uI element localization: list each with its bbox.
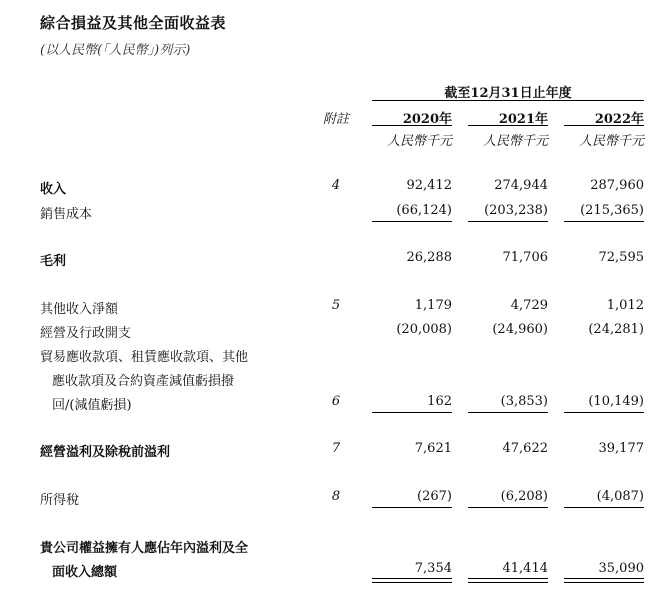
row-label-total-comprehensive-income-line2: 面收入總額 bbox=[52, 565, 118, 580]
subtotal-underline bbox=[372, 412, 452, 413]
subtotal-underline bbox=[468, 221, 548, 222]
row-label-revenue: 收入 bbox=[40, 182, 67, 197]
year-header-2020: 2020年 bbox=[402, 112, 452, 127]
cell-value: 287,960 bbox=[590, 178, 644, 193]
cell-value: (20,008) bbox=[396, 322, 452, 337]
row-label-impairment-line2: 應收款項及合約資產減值虧損撥 bbox=[52, 374, 235, 389]
cell-value: 7,354 bbox=[414, 561, 452, 576]
row-label-profit-before-tax: 經營溢利及除稅前溢利 bbox=[40, 445, 171, 460]
year-divider bbox=[564, 125, 644, 126]
subtotal-underline bbox=[564, 221, 644, 222]
total-double-underline bbox=[468, 578, 548, 583]
cell-value: 1,012 bbox=[606, 298, 644, 313]
period-divider bbox=[372, 100, 644, 101]
row-label-admin-expenses: 經營及行政開支 bbox=[40, 326, 132, 341]
cell-value: (267) bbox=[417, 489, 452, 504]
cell-value: (4,087) bbox=[596, 489, 644, 504]
cell-value: 47,622 bbox=[502, 441, 548, 456]
cell-value: 92,412 bbox=[406, 178, 452, 193]
cell-value: 274,944 bbox=[494, 178, 548, 193]
cell-value: 41,414 bbox=[502, 561, 548, 576]
row-note: 6 bbox=[331, 394, 341, 409]
year-divider bbox=[468, 125, 548, 126]
subtotal-underline bbox=[372, 221, 452, 222]
cell-value: 71,706 bbox=[502, 250, 548, 265]
statement-title: 綜合損益及其他全面收益表 bbox=[40, 14, 227, 32]
row-label-total-comprehensive-income-line1: 貴公司權益擁有人應佔年內溢利及全 bbox=[40, 541, 249, 556]
total-double-underline bbox=[564, 578, 644, 583]
cell-value: 4,729 bbox=[510, 298, 548, 313]
row-label-income-tax: 所得稅 bbox=[40, 493, 80, 508]
cell-value: (215,365) bbox=[580, 203, 644, 218]
cell-value: 35,090 bbox=[598, 561, 644, 576]
cell-value: (6,208) bbox=[500, 489, 548, 504]
subtotal-underline bbox=[564, 507, 644, 508]
period-header: 截至12月31日止年度 bbox=[444, 86, 572, 101]
year-header-2022: 2022年 bbox=[594, 112, 644, 127]
row-label-impairment-line1: 貿易應收款項、租賃應收款項、其他 bbox=[40, 350, 249, 365]
subtotal-underline bbox=[468, 507, 548, 508]
subtotal-underline bbox=[372, 507, 452, 508]
currency-note: (以人民幣(「人民幣」)列示) bbox=[40, 43, 191, 58]
notes-column-header: 附註 bbox=[322, 112, 349, 127]
unit-label: 人民幣千元 bbox=[386, 134, 452, 149]
row-note: 4 bbox=[331, 178, 341, 193]
total-double-underline bbox=[372, 578, 452, 583]
cell-value: 26,288 bbox=[406, 250, 452, 265]
row-label-gross-profit: 毛利 bbox=[40, 254, 67, 269]
row-label-other-income: 其他收入淨額 bbox=[40, 302, 119, 317]
subtotal-underline bbox=[468, 412, 548, 413]
year-header-2021: 2021年 bbox=[498, 112, 548, 127]
row-note: 5 bbox=[331, 298, 341, 313]
cell-value: (10,149) bbox=[588, 394, 644, 409]
cell-value: 162 bbox=[427, 394, 452, 409]
unit-label: 人民幣千元 bbox=[578, 134, 644, 149]
subtotal-underline bbox=[564, 412, 644, 413]
cell-value: 39,177 bbox=[598, 441, 644, 456]
row-note: 7 bbox=[331, 441, 341, 456]
unit-label: 人民幣千元 bbox=[482, 134, 548, 149]
row-label-impairment-line3: 回/(減值虧損) bbox=[52, 398, 132, 413]
cell-value: 1,179 bbox=[414, 298, 452, 313]
year-divider bbox=[372, 125, 452, 126]
cell-value: (66,124) bbox=[396, 203, 452, 218]
row-label-cost-of-sales: 銷售成本 bbox=[40, 207, 93, 222]
row-note: 8 bbox=[331, 489, 341, 504]
cell-value: (24,281) bbox=[588, 322, 644, 337]
cell-value: 7,621 bbox=[414, 441, 452, 456]
cell-value: 72,595 bbox=[598, 250, 644, 265]
cell-value: (203,238) bbox=[484, 203, 548, 218]
cell-value: (3,853) bbox=[500, 394, 548, 409]
cell-value: (24,960) bbox=[492, 322, 548, 337]
